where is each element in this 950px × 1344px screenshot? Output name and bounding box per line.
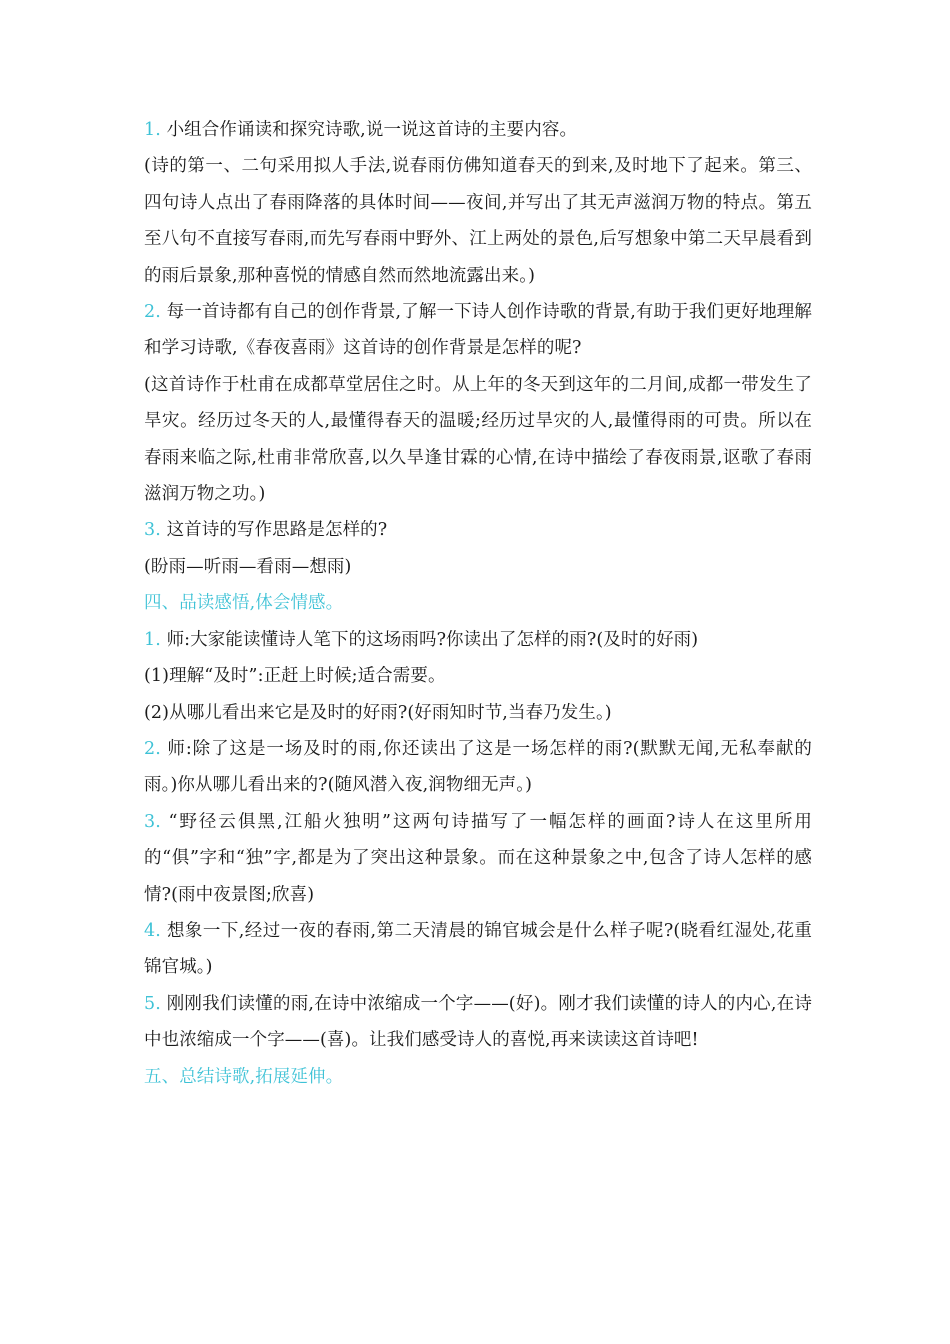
item-number: 1. xyxy=(144,120,161,140)
item-text: 刚刚我们读懂的雨,在诗中浓缩成一个字——(好)。刚才我们读懂的诗人的内心,在诗中也浓缩成一个字——(喜)。让我们感受诗人的喜悦,再来读读这首诗吧! xyxy=(144,993,812,1051)
answer-paragraph xyxy=(144,148,812,294)
item-number: 1. xyxy=(144,629,161,650)
item-text: 师:大家能读懂诗人笔下的这场雨吗?你读出了怎样的雨?(及时的好雨) xyxy=(166,629,699,650)
item-number: 5. xyxy=(144,993,161,1014)
item-text: 每一首诗都有自己的创作背景,了解一下诗人创作诗歌的背景,有助于我们更好地理解和学习诗歌,《春夜喜雨》这首诗的创作背景是怎样的呢? xyxy=(144,302,812,359)
answer-paragraph xyxy=(144,367,812,513)
list-item xyxy=(144,731,812,804)
item-number: 3. xyxy=(144,811,161,832)
item-text: (这首诗作于杜甫在成都草堂居住之时。从上年的冬天到这年的二月间,成都一带发生了旱灾。经历过冬天的人,最懂得春天的温暖;经历过旱灾的人,最懂得雨的可贵。所以在春雨来临之际,杜甫非常欣喜,以久旱逢甘霖的心情,在诗中描绘了春夜雨景,讴歌了春雨滋润万物之功。) xyxy=(144,374,812,505)
list-item xyxy=(144,804,812,913)
item-text: 这首诗的写作思路是怎样的? xyxy=(166,520,388,541)
section-heading: 四、品读感悟,体会情感。 xyxy=(144,593,344,614)
item-number: 2. xyxy=(144,738,161,759)
sub-item xyxy=(144,658,812,694)
item-text: 师:除了这是一场及时的雨,你还读出了这是一场怎样的雨?(默默无闻,无私奉献的雨。)你从哪儿看出来的?(随风潜入夜,润物细无声。) xyxy=(144,738,812,796)
item-number: 3. xyxy=(144,520,161,541)
item-text: (盼雨—听雨—看雨—想雨) xyxy=(144,556,352,577)
item-number: 2. xyxy=(144,302,161,323)
list-item xyxy=(144,512,812,548)
list-item xyxy=(144,986,812,1059)
list-item xyxy=(144,622,812,658)
document-body xyxy=(144,112,812,1095)
section-heading: 五、总结诗歌,拓展延伸。 xyxy=(144,1066,344,1087)
item-text: (诗的第一、二句采用拟人手法,说春雨仿佛知道春天的到来,及时地下了起来。第三、四句诗人点出了春雨降落的具体时间——夜间,并写出了其无声滋润万物的特点。第五至八句不直接写春雨,而先写春雨中野外、江上两处的景色,后写想象中第二天早晨看到的雨后景象,那种喜悦的情感自然而然地流露出来。) xyxy=(144,156,812,286)
item-text: “野径云俱黑,江船火独明”这两句诗描写了一幅怎样的画面?诗人在这里所用的“俱”字和“独”字,都是为了突出这种景象。而在这种景象之中,包含了诗人怎样的感情?(雨中夜景图;欣喜) xyxy=(144,811,812,905)
answer-paragraph xyxy=(144,549,812,585)
item-text: (1)理解“及时”:正赶上时候;适合需要。 xyxy=(144,666,446,687)
list-item xyxy=(144,112,812,148)
list-item xyxy=(144,294,812,367)
list-item xyxy=(144,913,812,986)
sub-item xyxy=(144,695,812,731)
item-number: 4. xyxy=(144,920,161,941)
item-text: 小组合作诵读和探究诗歌,说一说这首诗的主要内容。 xyxy=(166,120,578,140)
item-text: (2)从哪儿看出来它是及时的好雨?(好雨知时节,当春乃发生。) xyxy=(144,702,612,723)
item-text: 想象一下,经过一夜的春雨,第二天清晨的锦官城会是什么样子呢?(晓看红湿处,花重锦官城。) xyxy=(144,920,812,978)
